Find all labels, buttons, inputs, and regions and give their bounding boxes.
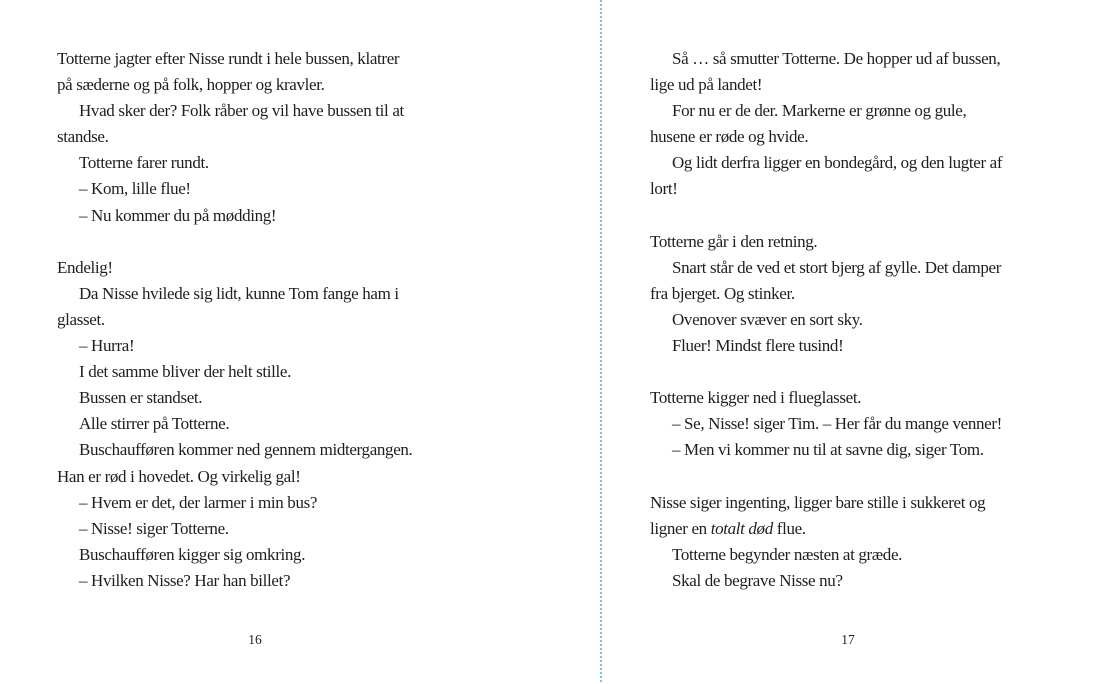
text-line xyxy=(650,490,1070,516)
paragraph xyxy=(57,150,477,176)
text-line xyxy=(57,568,477,594)
text-run: Snart står de ved et stort bjerg af gylle. Det damper xyxy=(672,257,1002,277)
text-run: – Hvilken Nisse? Har han billet? xyxy=(79,570,291,590)
page-divider xyxy=(600,0,602,684)
text-run: – Hvem er det, der larmer i min bus? xyxy=(79,492,318,512)
paragraph xyxy=(650,437,1070,463)
text-run: ligner en xyxy=(650,518,711,538)
text-run: – Kom, lille flue! xyxy=(79,179,191,199)
paragraph xyxy=(650,46,1070,98)
paragraph xyxy=(57,516,477,542)
text-run: Hvad sker der? Folk råber og vil have bussen til at xyxy=(79,101,404,121)
text-line xyxy=(57,46,477,72)
text-line xyxy=(57,333,477,359)
text-line xyxy=(57,437,477,463)
page-right-text xyxy=(650,0,1070,594)
text-line xyxy=(650,307,1070,333)
text-run: – Hurra! xyxy=(79,336,135,356)
text-run: på sæderne og på folk, hopper og kravler. xyxy=(57,75,325,95)
text-line xyxy=(57,385,477,411)
page-left-text xyxy=(57,0,477,594)
paragraph xyxy=(57,542,477,568)
text-line xyxy=(57,124,477,150)
paragraph xyxy=(650,490,1070,542)
text-line xyxy=(57,490,477,516)
text-run: Buschaufføren kommer ned gennem midtergangen. xyxy=(79,440,413,460)
text-run: Han er rød i hovedet. Og virkelig gal! xyxy=(57,466,301,486)
text-run: lige ud på landet! xyxy=(650,75,763,95)
text-line xyxy=(57,72,477,98)
paragraph xyxy=(650,307,1070,333)
text-run: husene er røde og hvide. xyxy=(650,127,809,147)
paragraph xyxy=(650,568,1070,594)
text-run: fra bjerget. Og stinker. xyxy=(650,283,795,303)
text-line xyxy=(57,98,477,124)
paragraph xyxy=(57,437,477,489)
text-line xyxy=(57,150,477,176)
paragraph xyxy=(57,255,477,281)
text-run: Da Nisse hvilede sig lidt, kunne Tom fange ham i xyxy=(79,283,399,303)
text-run: Og lidt derfra ligger en bondegård, og den lugter af xyxy=(672,153,1003,173)
paragraph xyxy=(650,229,1070,255)
paragraph xyxy=(57,568,477,594)
text-line xyxy=(650,411,1070,437)
text-line xyxy=(650,229,1070,255)
text-run: – Nu kommer du på mødding! xyxy=(79,205,277,225)
text-run: lort! xyxy=(650,179,678,199)
text-run: Totterne kigger ned i flueglasset. xyxy=(650,388,862,408)
text-run: Endelig! xyxy=(57,257,113,277)
text-line xyxy=(650,385,1070,411)
text-run: Totterne går i den retning. xyxy=(650,231,818,251)
text-line xyxy=(650,542,1070,568)
text-run: Nisse siger ingenting, ligger bare stille i sukkeret og xyxy=(650,492,986,512)
text-run: Så … så smutter Totterne. De hopper ud af bussen, xyxy=(672,49,1001,68)
paragraph xyxy=(650,255,1070,307)
text-run: Ovenover svæver en sort sky. xyxy=(672,309,863,329)
text-line xyxy=(650,516,1070,542)
paragraph xyxy=(57,359,477,385)
paragraph xyxy=(650,333,1070,359)
paragraph xyxy=(57,385,477,411)
paragraph xyxy=(57,176,477,202)
text-run: Skal de begrave Nisse nu? xyxy=(672,570,843,590)
page-right xyxy=(650,0,1070,684)
text-run: I det samme bliver der helt stille. xyxy=(79,362,291,382)
text-line xyxy=(650,46,1070,72)
paragraph xyxy=(57,98,477,150)
page-number-left: 16 xyxy=(248,632,262,647)
paragraph xyxy=(650,542,1070,568)
paragraph xyxy=(57,490,477,516)
text-run: Buschaufføren kigger sig omkring. xyxy=(79,544,306,564)
text-line xyxy=(57,255,477,281)
text-line xyxy=(650,176,1070,202)
paragraph xyxy=(57,203,477,229)
text-run: flue. xyxy=(772,518,806,538)
text-line xyxy=(57,516,477,542)
text-line xyxy=(650,98,1070,124)
paragraph xyxy=(57,411,477,437)
paragraph xyxy=(650,385,1070,411)
text-line xyxy=(650,124,1070,150)
text-run: glasset. xyxy=(57,309,105,329)
text-line xyxy=(57,464,477,490)
text-line xyxy=(57,359,477,385)
text-line xyxy=(57,176,477,202)
paragraph xyxy=(650,98,1070,150)
paragraph xyxy=(57,333,477,359)
text-run: – Nisse! siger Totterne. xyxy=(79,518,229,538)
text-run: Alle stirrer på Totterne. xyxy=(79,414,230,434)
text-line xyxy=(650,281,1070,307)
text-line xyxy=(650,437,1070,463)
text-line xyxy=(650,568,1070,594)
italic-text-run: totalt død xyxy=(710,518,773,538)
text-line xyxy=(650,333,1070,359)
paragraph xyxy=(650,411,1070,437)
text-line xyxy=(57,203,477,229)
text-line xyxy=(57,281,477,307)
page-number-right: 17 xyxy=(841,632,855,647)
text-line xyxy=(57,542,477,568)
page-left xyxy=(57,0,477,684)
text-line xyxy=(57,411,477,437)
text-line xyxy=(650,150,1070,176)
text-run: Totterne jagter efter Nisse rundt i hele bussen, klatrer xyxy=(57,49,400,68)
paragraph xyxy=(650,150,1070,202)
text-run: Totterne begynder næsten at græde. xyxy=(672,544,903,564)
text-run: – Se, Nisse! siger Tim. – Her får du mange venner! xyxy=(672,414,1002,434)
text-line xyxy=(57,307,477,333)
text-run: standse. xyxy=(57,127,109,147)
text-line xyxy=(650,255,1070,281)
text-run: Fluer! Mindst flere tusind! xyxy=(672,336,844,356)
text-run: For nu er de der. Markerne er grønne og gule, xyxy=(672,101,967,121)
text-run: Bussen er standset. xyxy=(79,388,203,408)
text-run: – Men vi kommer nu til at savne dig, siger Tom. xyxy=(672,440,984,460)
text-run: Totterne farer rundt. xyxy=(79,153,209,173)
text-line xyxy=(650,72,1070,98)
paragraph xyxy=(57,281,477,333)
paragraph xyxy=(57,46,477,98)
